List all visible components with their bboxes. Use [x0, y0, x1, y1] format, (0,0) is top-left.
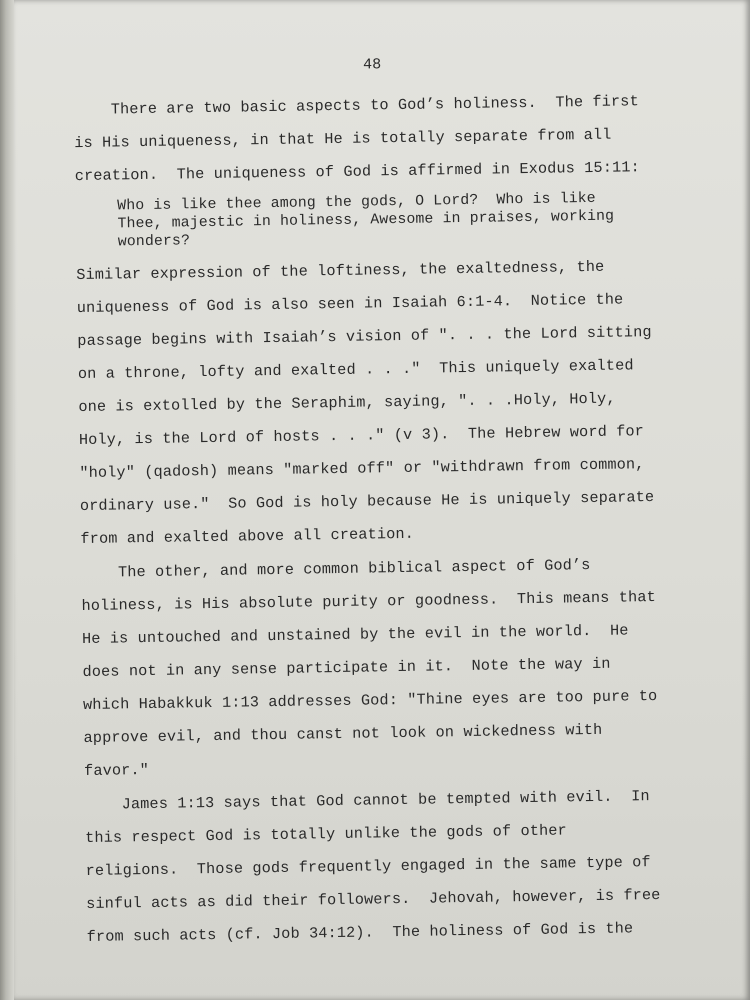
text-line: uniqueness of God is also seen in Isaiah 6:1-4. Notice the	[76, 290, 624, 318]
text-line: "holy" (qadosh) means "marked off" or "withdrawn from common,	[79, 455, 645, 483]
text-line: on a throne, lofty and exalted . . ." This uniquely exalted	[77, 356, 634, 384]
quote-line: Who is like thee among the gods, O Lord? Who is like	[117, 190, 596, 215]
text-line: He is untouched and unstained by the evil in the world. He	[81, 621, 629, 649]
text-line: The other, and more common biblical aspect of God’s	[80, 556, 591, 583]
page-text	[14, 0, 750, 1000]
text-line: one is extolled by the Seraphim, saying, ". . .Holy, Holy,	[78, 389, 616, 417]
text-line: religions. Those gods frequently engaged in the same type of	[85, 853, 651, 880]
text-line: this respect God is totally unlike the gods of other	[85, 821, 567, 847]
text-line: Similar expression of the loftiness, the exaltedness, the	[76, 257, 605, 285]
text-line: James 1:13 says that God cannot be tempted with evil. In	[84, 787, 650, 814]
quote-line: wonders?	[117, 233, 191, 251]
text-line: Holy, is the Lord of hosts . . ." (v 3). The Hebrew word for	[78, 422, 645, 450]
text-line: holiness, is His absolute purity or goodness. This means that	[81, 587, 656, 616]
text-line: There are two basic aspects to God’s holiness. The first	[73, 92, 639, 120]
quote-line: Thee, majestic in holiness, Awesome in praises, working	[117, 208, 615, 233]
text-line: creation. The uniqueness of God is affirmed in Exodus 15:11:	[74, 158, 640, 186]
text-line: passage begins with Isaiah’s vision of ". . . the Lord sitting	[77, 323, 652, 351]
text-line: sinful acts as did their followers. Jehovah, however, is free	[86, 885, 661, 913]
text-line: which Habakkuk 1:13 addresses God: "Thine eyes are too pure to	[82, 686, 658, 715]
page-number: 48	[362, 56, 382, 74]
text-line: does not in any sense participate in it. Note the way in	[82, 654, 611, 682]
text-line: favor."	[83, 760, 150, 780]
text-line: from such acts (cf. Job 34:12). The holiness of God is the	[86, 919, 634, 946]
book-page	[14, 0, 750, 1000]
text-line: is His uniqueness, in that He is totally separate from all	[74, 125, 612, 153]
text-line: from and exalted above all creation.	[80, 524, 415, 549]
text-line: ordinary use." So God is holy because He is uniquely separate	[79, 488, 655, 516]
text-line: approve evil, and thou canst not look on wickedness with	[83, 720, 603, 747]
